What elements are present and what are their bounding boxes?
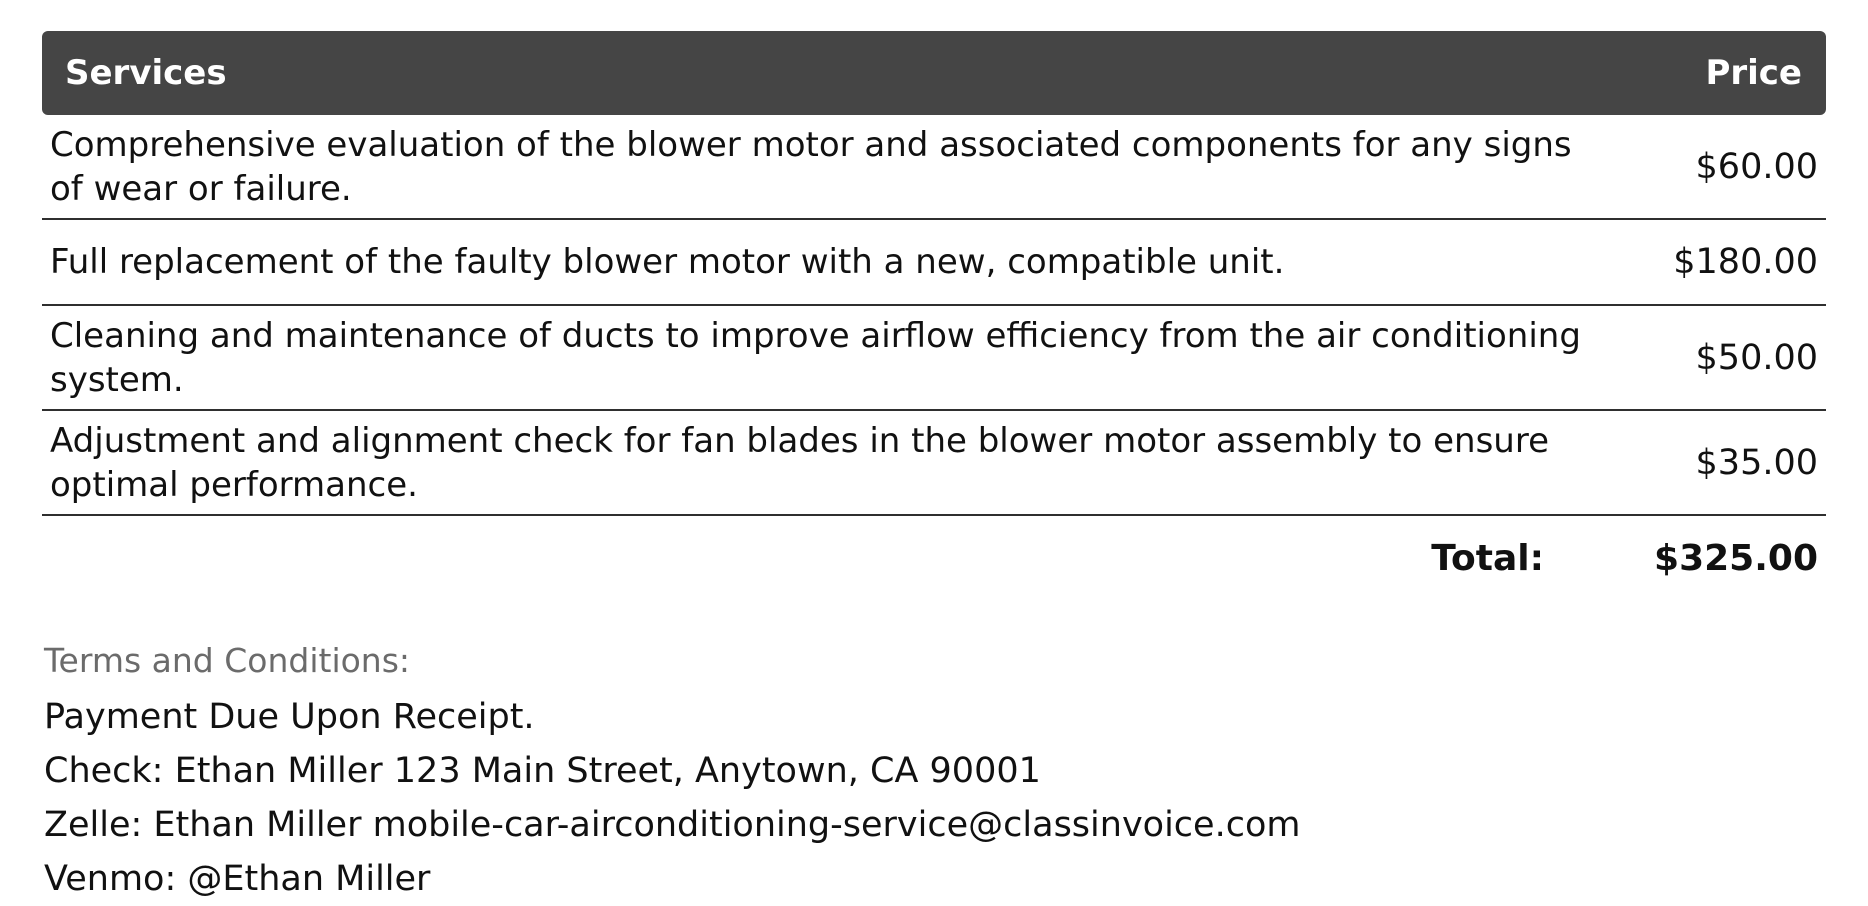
service-description: Full replacement of the faulty blower motor with a new, compatible unit. — [50, 242, 1285, 282]
total-row — [42, 516, 1826, 600]
terms-line: Zelle: Ethan Miller mobile-car-airconditioning-service@classinvoice.com — [44, 805, 1301, 845]
terms-section — [44, 632, 1300, 906]
service-price: $60.00 — [1695, 146, 1818, 187]
table-header — [42, 31, 1826, 115]
price-column-header: Price — [1705, 53, 1802, 93]
terms-line: Check: Ethan Miller 123 Main Street, Anytown, CA 90001 — [44, 751, 1041, 791]
table-row — [42, 306, 1826, 411]
terms-line: Payment Due Upon Receipt. — [44, 697, 535, 737]
service-price: $50.00 — [1695, 337, 1818, 378]
terms-title: Terms and Conditions: — [44, 641, 411, 680]
service-description: Comprehensive evaluation of the blower motor and associated components for any signs of wear or failure. — [50, 124, 1572, 209]
service-price: $35.00 — [1695, 442, 1818, 483]
total-value: $325.00 — [1654, 537, 1818, 579]
table-row — [42, 115, 1826, 220]
services-column-header: Services — [65, 53, 227, 93]
table-row — [42, 411, 1826, 516]
terms-line: Venmo: @Ethan Miller — [44, 859, 431, 899]
total-label: Total: — [1431, 537, 1545, 579]
service-description: Cleaning and maintenance of ducts to improve airflow efficiency from the air conditioning system. — [50, 315, 1581, 400]
service-description: Adjustment and alignment check for fan blades in the blower motor assembly to ensure optimal performance. — [50, 420, 1549, 505]
service-price: $180.00 — [1673, 242, 1818, 282]
services-table — [42, 31, 1826, 600]
table-row — [42, 220, 1826, 306]
